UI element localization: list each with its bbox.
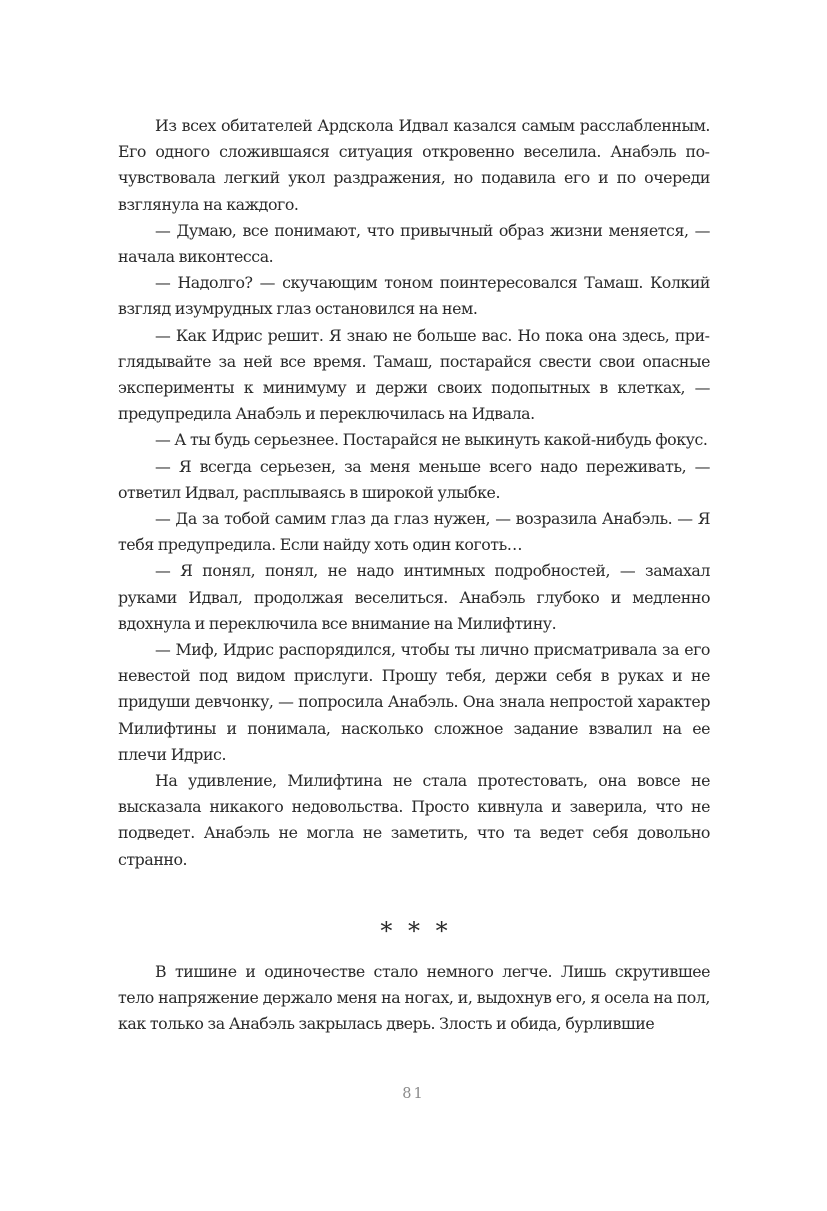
paragraph: — А ты будь серьезнее. Постарайся не выкинуть какой-нибудь фокус. bbox=[155, 430, 708, 450]
page-number: 81 bbox=[402, 1086, 425, 1102]
paragraph: — Я всегда серьезен, за меня меньше всего надо переживать, — ответил Идвал, расплываясь в широкой улыбке. bbox=[118, 456, 710, 502]
paragraph: — Как Идрис решит. Я знаю не больше вас. Но пока она здесь, приглядывайте за ней все время. Тамаш, постарайся свести свои опасные эксперименты к минимуму и держи своих подопытных в клетках, — предупредила Анабэль и переключилась на Идвала. bbox=[118, 325, 710, 424]
section-separator: * * * bbox=[380, 916, 452, 945]
paragraph: В тишине и одиночестве стало немного легче. Лишь скрутившее тело напряжение держало меня на ногах, и, выдохнув его, я осела на пол, как только за Анабэль закрылась дверь. Злость и обида, бурлившие bbox=[118, 961, 710, 1034]
paragraph: — Думаю, все понимают, что привычный образ жизни меняется, — начала виконтесса. bbox=[118, 220, 710, 267]
paragraph: — Миф, Идрис распорядился, чтобы ты лично присматривала за его невестой под видом прислуги. Прошу тебя, держи себя в руках и не придуши девчонку, — попросила Анабэль. Она знала непростой характер Милифтины и понимала, насколько сложное задание взвалил на ее плечи Идрис. bbox=[118, 640, 710, 764]
paragraph: — Да за тобой самим глаз да глаз нужен, — возразила Анабэль. — Я тебя предупредила. Если найду хоть один коготь… bbox=[118, 509, 710, 555]
page-body bbox=[118, 113, 710, 1038]
paragraph: На удивление, Милифтина не стала протестовать, она вовсе не высказала никакого недовольства. Просто кивнула и заверила, что не подведет. Анабэль не могла не заметить, что та ведет себя довольно странно. bbox=[118, 771, 710, 869]
paragraph: — Я понял, понял, не надо интимных подробностей, — замахал руками Идвал, продолжая веселиться. Анабэль глубоко и медленно вдохнула и переключила все внимание на Милифтину. bbox=[118, 561, 710, 633]
paragraph: — Надолго? — скучающим тоном поинтересовался Тамаш. Колкий взгляд изумрудных глаз остановился на нем. bbox=[118, 273, 710, 319]
paragraph: Из всех обитателей Ардскола Идвал казался самым расслабленным. Его одного сложившаяся ситуация откровенно веселила. Анабэль почувствовала легкий укол раздражения, но подавила его и по очереди взглянула на каждого. bbox=[118, 116, 710, 214]
